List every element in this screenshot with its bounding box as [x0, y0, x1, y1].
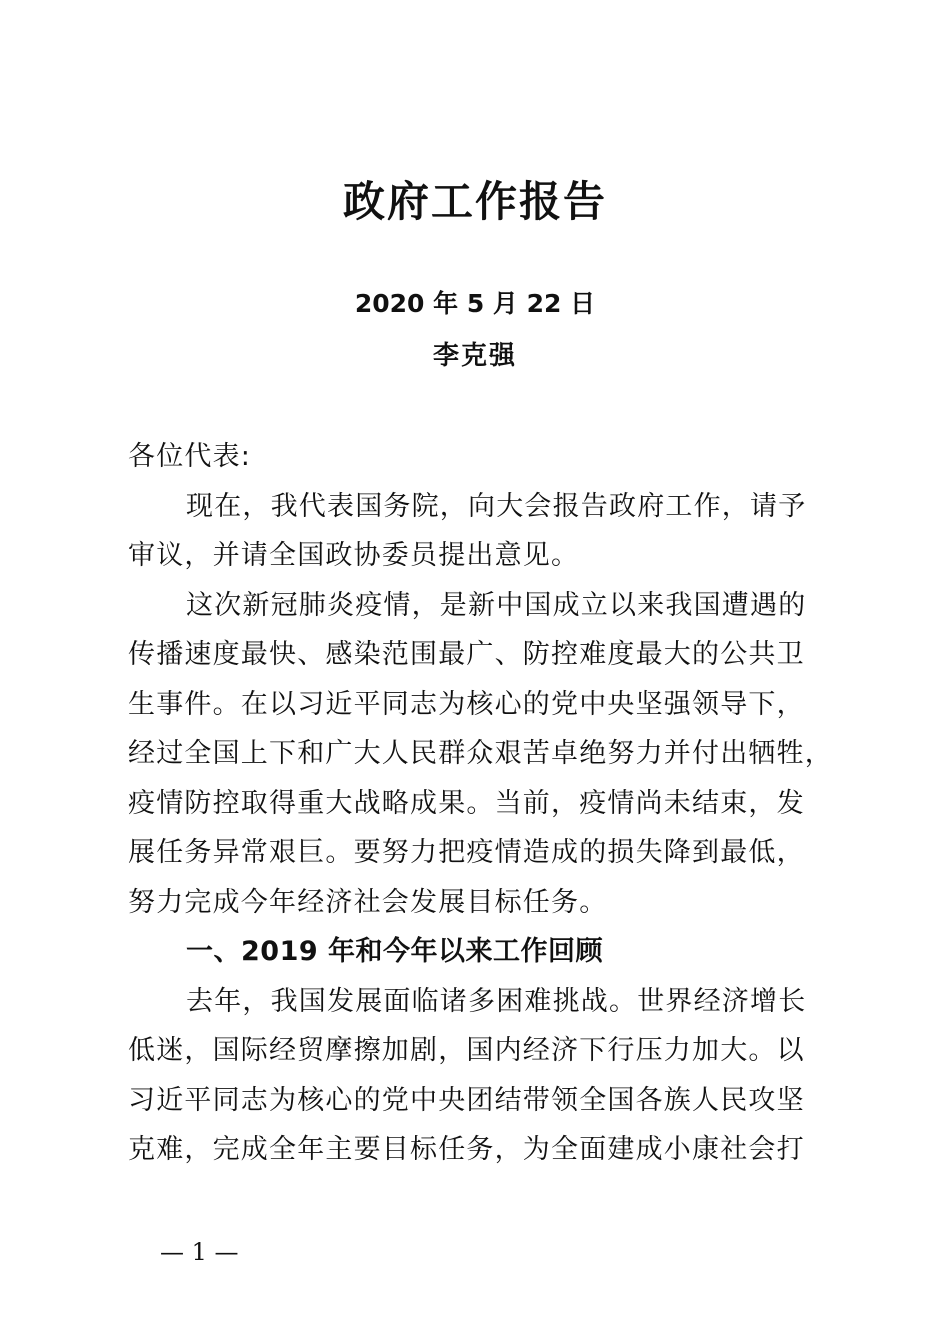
paragraph-line: 低迷，国际经贸摩擦加剧，国内经济下行压力加大。以: [128, 1035, 805, 1066]
paragraph-line: 疫情防控取得重大战略成果。当前，疫情尚未结束，发: [128, 787, 805, 819]
paragraph-line: 审议，并请全国政协委员提出意见。: [128, 540, 580, 571]
document-title: 政府工作报告: [342, 177, 607, 226]
paragraph-line: 克难，完成全年主要目标任务，为全面建成小康社会打: [128, 1134, 805, 1165]
paragraph-line: 现在，我代表国务院，向大会报告政府工作，请予: [186, 490, 807, 522]
page-number: — 1 —: [160, 1238, 239, 1266]
report-date: 2020 年 5 月 22 日: [354, 289, 596, 318]
section-heading: 一、2019 年和今年以来工作回顾: [186, 936, 604, 967]
paragraph-line: 习近平同志为核心的党中央团结带领全国各族人民攻坚: [128, 1084, 805, 1116]
report-body: [128, 432, 834, 1175]
paragraph-line: 生事件。在以习近平同志为核心的党中央坚强领导下，: [128, 688, 805, 720]
report-author: 李克强: [432, 341, 517, 371]
greeting: 各位代表:: [128, 441, 252, 472]
paragraph-line: 经过全国上下和广大人民群众艰苦卓绝努力并付出牺牲，: [128, 738, 833, 769]
paragraph-line: 努力完成今年经济社会发展目标任务。: [128, 886, 608, 918]
paragraph-line: 去年，我国发展面临诸多困难挑战。世界经济增长: [186, 985, 807, 1017]
paragraph-line: 展任务异常艰巨。要努力把疫情造成的损失降到最低，: [128, 837, 805, 868]
paragraph-line: 传播速度最快、感染范围最广、防控难度最大的公共卫: [128, 639, 805, 670]
paragraph-line: 这次新冠肺炎疫情，是新中国成立以来我国遭遇的: [186, 589, 807, 621]
